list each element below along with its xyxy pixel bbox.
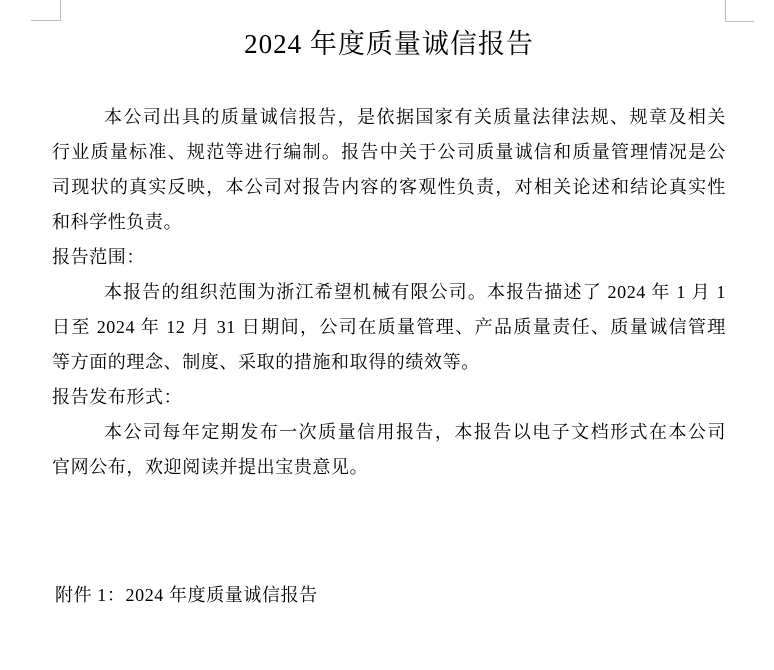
text-line: 官网公布，欢迎阅读并提出宝贵意见。 (52, 457, 369, 477)
text-line: 等方面的理念、制度、采取的措施和取得的绩效等。 (52, 352, 480, 372)
body-text (52, 100, 726, 485)
document-title: 2024 年度质量诚信报告 (244, 29, 534, 59)
attachment-reference: 附件 1：2024 年度质量诚信报告 (55, 585, 318, 605)
text-line: 司现状的真实反映，本公司对报告内容的客观性负责，对相关论述和结论真实性 (52, 177, 726, 197)
text-line: 和科学性负责。 (52, 212, 183, 232)
text-line: 报告发布形式： (52, 387, 183, 407)
text-line: 本报告的组织范围为浙江希望机械有限公司。本报告描述了 2024 年 1 月 1 (104, 282, 726, 302)
text-line: 本公司每年定期发布一次质量信用报告，本报告以电子文档形式在本公司 (104, 422, 726, 442)
text-line: 日至 2024 年 12 月 31 日期间，公司在质量管理、产品质量责任、质量诚信管理 (52, 317, 726, 337)
text-line: 行业质量标准、规范等进行编制。报告中关于公司质量诚信和质量管理情况是公 (52, 142, 726, 162)
text-line: 报告范围： (52, 247, 145, 267)
crop-mark-top-right-vertical (725, 0, 726, 22)
text-line: 本公司出具的质量诚信报告，是依据国家有关质量法律法规、规章及相关 (104, 107, 726, 127)
crop-mark-top-left-horizontal (31, 20, 61, 21)
crop-mark-top-left-vertical (60, 0, 61, 21)
crop-mark-top-right-horizontal (725, 21, 754, 22)
